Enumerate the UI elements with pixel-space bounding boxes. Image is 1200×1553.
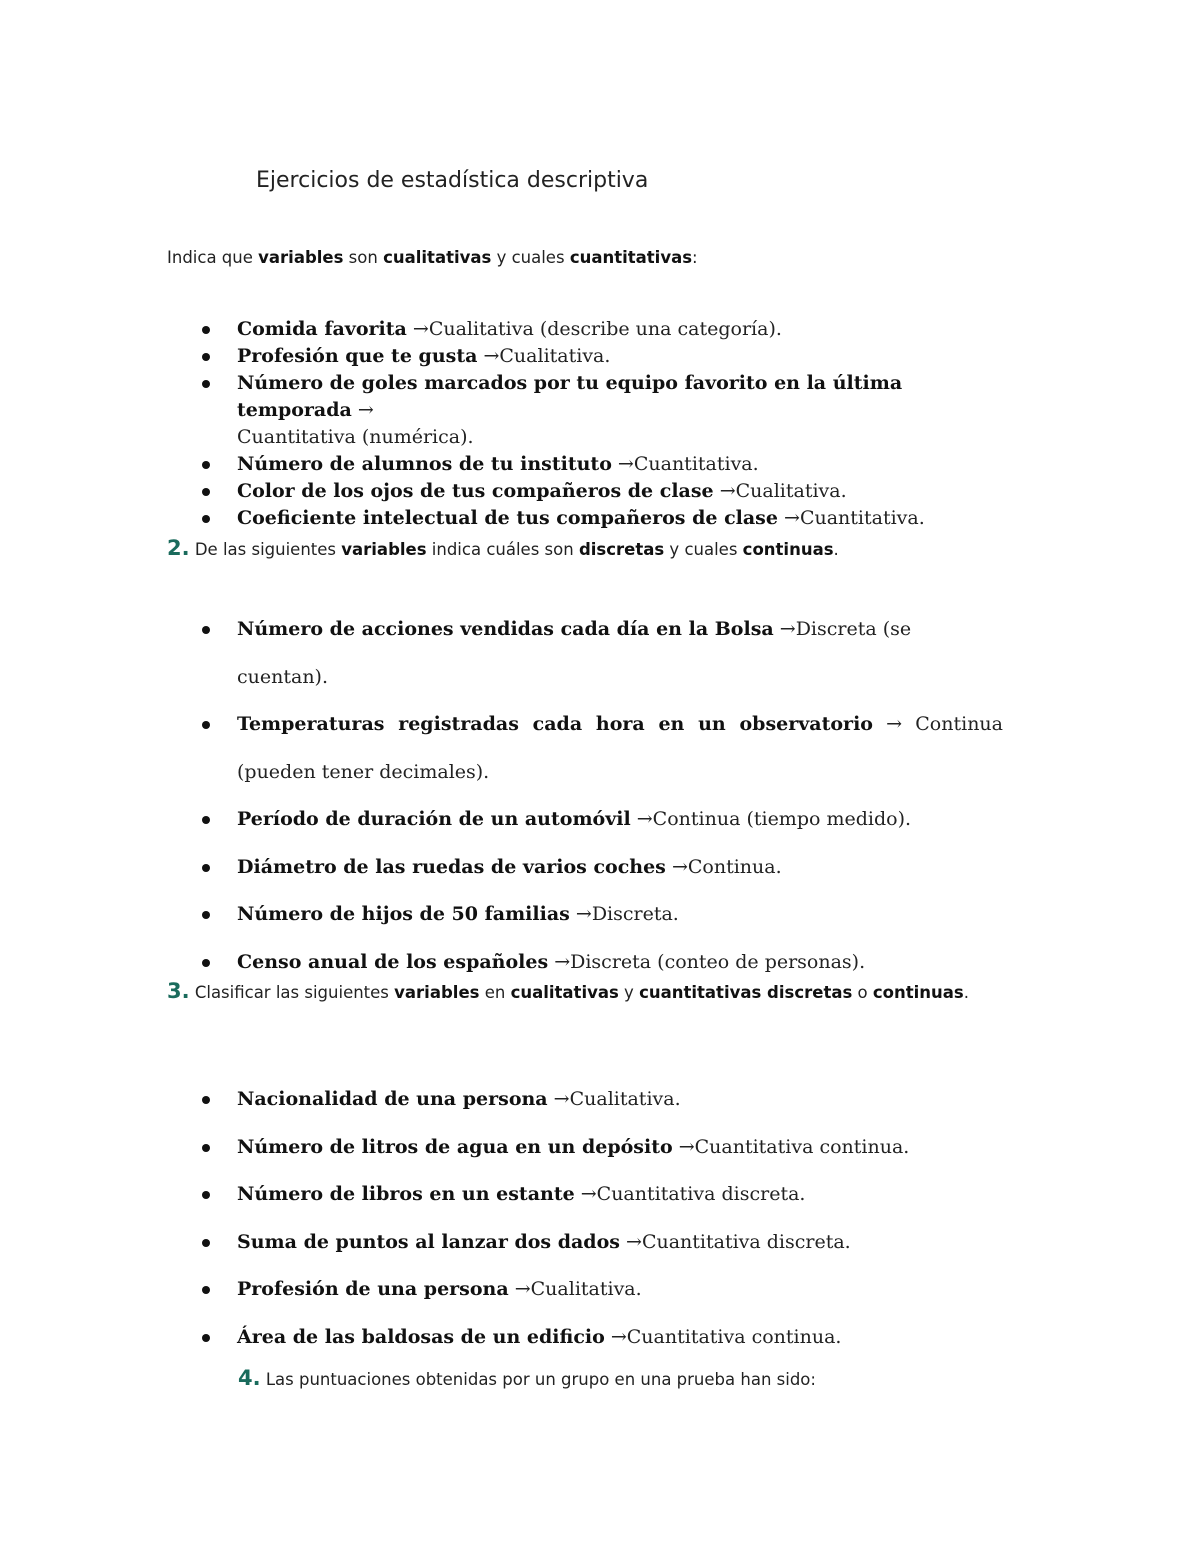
list-item — [200, 796, 1005, 844]
item-term: Temperaturas registradas cada hora en un observatorio — [237, 713, 873, 735]
arrow-icon: → — [357, 399, 374, 421]
arrow-icon: → — [617, 453, 634, 475]
list-item — [200, 1076, 1005, 1124]
item-answer: Cuantitativa continua. — [626, 1325, 842, 1348]
bullet-icon — [202, 326, 210, 334]
answer-list-3 — [200, 1076, 1005, 1361]
question-4 — [238, 1366, 816, 1390]
list-item — [200, 1219, 1005, 1267]
item-answer: Continua (pueden tener decimales). — [237, 713, 1003, 783]
question-text: . — [833, 540, 839, 559]
bullet-icon — [202, 1191, 210, 1199]
question-number: 4. — [238, 1366, 261, 1390]
item-term: Profesión que te gusta — [237, 345, 478, 367]
question-number: 3. — [167, 979, 190, 1003]
item-term: Número de goles marcados por tu equipo favorito en la última temporada — [237, 372, 903, 421]
list-item — [200, 1314, 1005, 1362]
list-item — [200, 1266, 1005, 1314]
list-item — [200, 844, 1005, 892]
question-keyword: variables — [341, 540, 427, 559]
intro-text: son — [343, 248, 384, 267]
list-item — [200, 606, 1005, 701]
bullet-icon — [202, 1144, 210, 1152]
arrow-icon: → — [575, 903, 592, 925]
intro-keyword: cualitativas — [383, 248, 492, 267]
intro-keyword: variables — [258, 248, 344, 267]
arrow-icon: → — [610, 1325, 627, 1348]
arrow-icon: → — [553, 1088, 570, 1110]
list-item — [200, 891, 1005, 939]
arrow-icon: → — [412, 318, 429, 340]
item-answer: Cualitativa. — [530, 1278, 642, 1300]
item-term: Número de alumnos de tu instituto — [237, 453, 612, 475]
bullet-icon — [202, 911, 210, 919]
question-3 — [167, 972, 1001, 1012]
bullet-icon — [202, 353, 210, 361]
item-answer: Cuantitativa. — [633, 453, 759, 475]
item-answer: Cualitativa. — [499, 345, 611, 367]
intro-text: : — [692, 248, 698, 267]
item-answer: Discreta (se cuentan). — [237, 618, 912, 688]
list-item — [200, 451, 1005, 478]
item-answer: Discreta. — [591, 903, 679, 925]
item-answer: Continua (tiempo medido). — [652, 808, 912, 830]
question-text: . — [963, 983, 969, 1002]
bullet-icon — [202, 1096, 210, 1104]
bullet-icon — [202, 1334, 210, 1342]
item-term: Número de litros de agua en un depósito — [237, 1135, 673, 1158]
item-term: Coeficiente intelectual de tus compañeros de clase — [237, 507, 778, 529]
bullet-icon — [202, 1286, 210, 1294]
item-answer: Discreta (conteo de personas). — [570, 950, 866, 973]
bullet-icon — [202, 626, 210, 634]
arrow-icon: → — [719, 480, 736, 502]
arrow-icon: → — [779, 618, 796, 640]
arrow-icon: → — [626, 1230, 642, 1253]
question-text: y cuales — [664, 540, 743, 559]
bullet-icon — [202, 380, 210, 388]
item-term: Período de duración de un automóvil — [237, 808, 631, 830]
question-keyword: cuantitativas discretas — [639, 983, 853, 1002]
list-item — [200, 1124, 1005, 1172]
question-text: en — [479, 983, 511, 1002]
arrow-icon: → — [678, 1135, 695, 1158]
intro-text: y cuales — [491, 248, 570, 267]
list-item — [200, 1171, 1005, 1219]
question-text: o — [852, 983, 873, 1002]
intro-text: Indica que — [167, 248, 259, 267]
question-text: Las puntuaciones obtenidas por un grupo en una prueba han sido: — [260, 1370, 816, 1389]
bullet-icon — [202, 959, 210, 967]
bullet-icon — [202, 864, 210, 872]
arrow-icon: → — [886, 713, 903, 735]
item-answer: Cuantitativa discreta. — [596, 1183, 806, 1205]
question-number: 2. — [167, 536, 190, 560]
item-answer: Cualitativa. — [569, 1088, 681, 1110]
item-answer: Cuantitativa discreta. — [641, 1230, 851, 1253]
item-term: Diámetro de las ruedas de varios coches — [237, 855, 666, 878]
arrow-icon: → — [580, 1183, 597, 1205]
item-answer: Cuantitativa continua. — [694, 1135, 910, 1158]
item-term: Color de los ojos de tus compañeros de clase — [237, 480, 714, 502]
list-item — [200, 343, 1005, 370]
list-item — [200, 316, 1005, 343]
item-term: Nacionalidad de una persona — [237, 1088, 548, 1110]
arrow-icon: → — [483, 345, 500, 367]
item-term: Número de hijos de 50 familias — [237, 903, 570, 925]
item-term: Suma de puntos al lanzar dos dados — [237, 1230, 620, 1253]
intro-keyword: cuantitativas — [569, 248, 693, 267]
item-term: Número de acciones vendidas cada día en la Bolsa — [237, 618, 774, 640]
bullet-icon — [202, 461, 210, 469]
question-keyword: discretas — [578, 540, 665, 559]
question-text: De las siguientes — [189, 540, 342, 559]
item-answer: Cuantitativa. — [799, 507, 925, 529]
list-item — [200, 370, 1005, 451]
arrow-icon: → — [671, 855, 688, 878]
list-item — [200, 701, 1003, 796]
item-term: Área de las baldosas de un edificio — [237, 1325, 605, 1348]
arrow-icon: → — [514, 1278, 531, 1300]
item-answer: Cualitativa. — [735, 480, 847, 502]
question-keyword: variables — [394, 983, 480, 1002]
page-title: Ejercicios de estadística descriptiva — [256, 168, 649, 193]
bullet-icon — [202, 515, 210, 523]
item-term: Profesión de una persona — [237, 1278, 509, 1300]
item-term: Comida favorita — [237, 318, 407, 340]
question-2 — [167, 536, 839, 560]
question-text: indica cuáles son — [426, 540, 579, 559]
list-item — [200, 478, 1005, 505]
answer-list-2 — [200, 606, 1005, 986]
question-keyword: continuas — [742, 540, 834, 559]
question-text: y — [618, 983, 640, 1002]
bullet-icon — [202, 1239, 210, 1247]
item-answer: Cualitativa (describe una categoría). — [428, 318, 782, 340]
bullet-icon — [202, 816, 210, 824]
answer-list-1 — [200, 316, 1005, 532]
list-item — [200, 505, 1005, 532]
bullet-icon — [202, 488, 210, 496]
item-term: Número de libros en un estante — [237, 1183, 575, 1205]
arrow-icon: → — [784, 507, 800, 529]
arrow-icon: → — [554, 950, 571, 973]
item-answer: Cuantitativa (numérica). — [237, 426, 474, 448]
arrow-icon: → — [636, 808, 653, 830]
question-keyword: cualitativas — [510, 983, 619, 1002]
item-term: Censo anual de los españoles — [237, 950, 549, 973]
question-text: Clasificar las siguientes — [189, 983, 395, 1002]
bullet-icon — [202, 721, 210, 729]
question-1-intro — [167, 248, 698, 267]
question-keyword: continuas — [872, 983, 964, 1002]
item-answer: Continua. — [687, 855, 782, 878]
